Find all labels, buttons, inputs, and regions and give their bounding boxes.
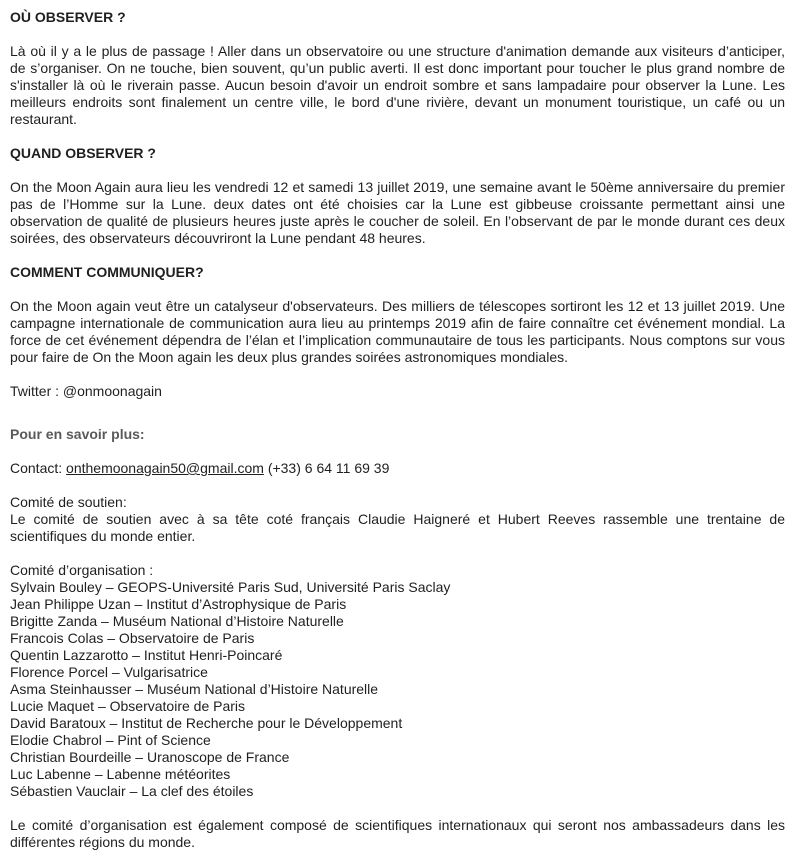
org-member: David Baratoux – Institut de Recherche pour le Développement [10,715,403,731]
org-title: Comité d’organisation : [10,562,154,578]
org-member: Lucie Maquet – Observatoire de Paris [10,698,246,714]
where-heading: OÙ OBSERVER ? [10,9,126,25]
org-member: Asma Steinhausser – Muséum National d’Histoire Naturelle [10,681,379,697]
org-member: Francois Colas – Observatoire de Paris [10,630,255,646]
org-member: Sébastien Vauclair – La clef des étoiles [10,783,254,799]
org-member: Sylvain Bouley – GEOPS-Université Paris Sud, Université Paris Saclay [10,579,451,595]
contact-line [10,460,785,477]
support-title: Comité de soutien: [10,494,127,510]
org-member: Luc Labenne – Labenne météorites [10,766,231,782]
org-member: Elodie Chabrol – Pint of Science [10,732,211,748]
contact-email-link[interactable]: onthemoonagain50@gmail.com [66,460,264,476]
support-text: Le comité de soutien avec à sa tête coté français Claudie Haigneré et Hubert Reeves rassemble une trentaine de scientifiques du monde entier. [10,511,785,544]
org-member: Jean Philippe Uzan – Institut d’Astrophysique de Paris [10,596,347,612]
when-heading: QUAND OBSERVER ? [10,145,156,161]
where-text: Là où il y a le plus de passage ! Aller dans un observatoire ou une structure d'animation demande aux visiteurs d’anticiper, de s’organiser. On ne touche, bien souvent, qu’un public averti. Il est donc important pour toucher le plus grand nombre de s'installer là où le riverain passe. Aucun besoin d'avoir un endroit sombre et sans lampadaire pour observer la Lune. Les meilleurs endroits sont finalement un centre ville, le bord d'une rivière, devant un monument touristique, un café ou un restaurant. [10,43,785,127]
contact-label: Contact: [10,460,63,476]
more-heading: Pour en savoir plus: [10,426,145,442]
contact-phone: (+33) 6 64 11 69 39 [267,460,390,476]
org-member: Florence Porcel – Vulgarisatrice [10,664,208,680]
closing-text: Le comité d’organisation est également composé de scientifiques internationaux qui seront nos ambassadeurs dans les différentes régions du monde. [10,817,785,850]
twitter-handle: Twitter : @onmoonagain [10,383,162,399]
how-text: On the Moon again veut être un catalyseur d'observateurs. Des milliers de télescopes sortiront les 12 et 13 juillet 2019. Une campagne internationale de communication aura lieu au printemps 2019 afin de faire connaître cet événement mondial. La force de cet événement dépendra de l’élan et l’implication communautaire de tous les participants. Nous comptons sur vous pour faire de On the Moon again les deux plus grandes soirées astronomiques mondiales. [10,298,785,365]
when-text: On the Moon Again aura lieu les vendredi 12 et samedi 13 juillet 2019, une semaine avant le 50ème anniversaire du premier pas de l’Homme sur la Lune. deux dates ont été choisies car la Lune est gibbeuse croissante permettant ainsi une observation de qualité de plusieurs heures juste après le coucher de soleil. En l’observant de par le monde durant ces deux soirées, des observateurs découvriront la Lune pendant 48 heures. [10,179,785,246]
org-members-list [10,579,785,800]
how-heading: COMMENT COMMUNIQUER? [10,264,204,280]
org-member: Christian Bourdeille – Uranoscope de France [10,749,290,765]
org-member: Brigitte Zanda – Muséum National d’Histoire Naturelle [10,613,344,629]
org-member: Quentin Lazzarotto – Institut Henri-Poincaré [10,647,283,663]
